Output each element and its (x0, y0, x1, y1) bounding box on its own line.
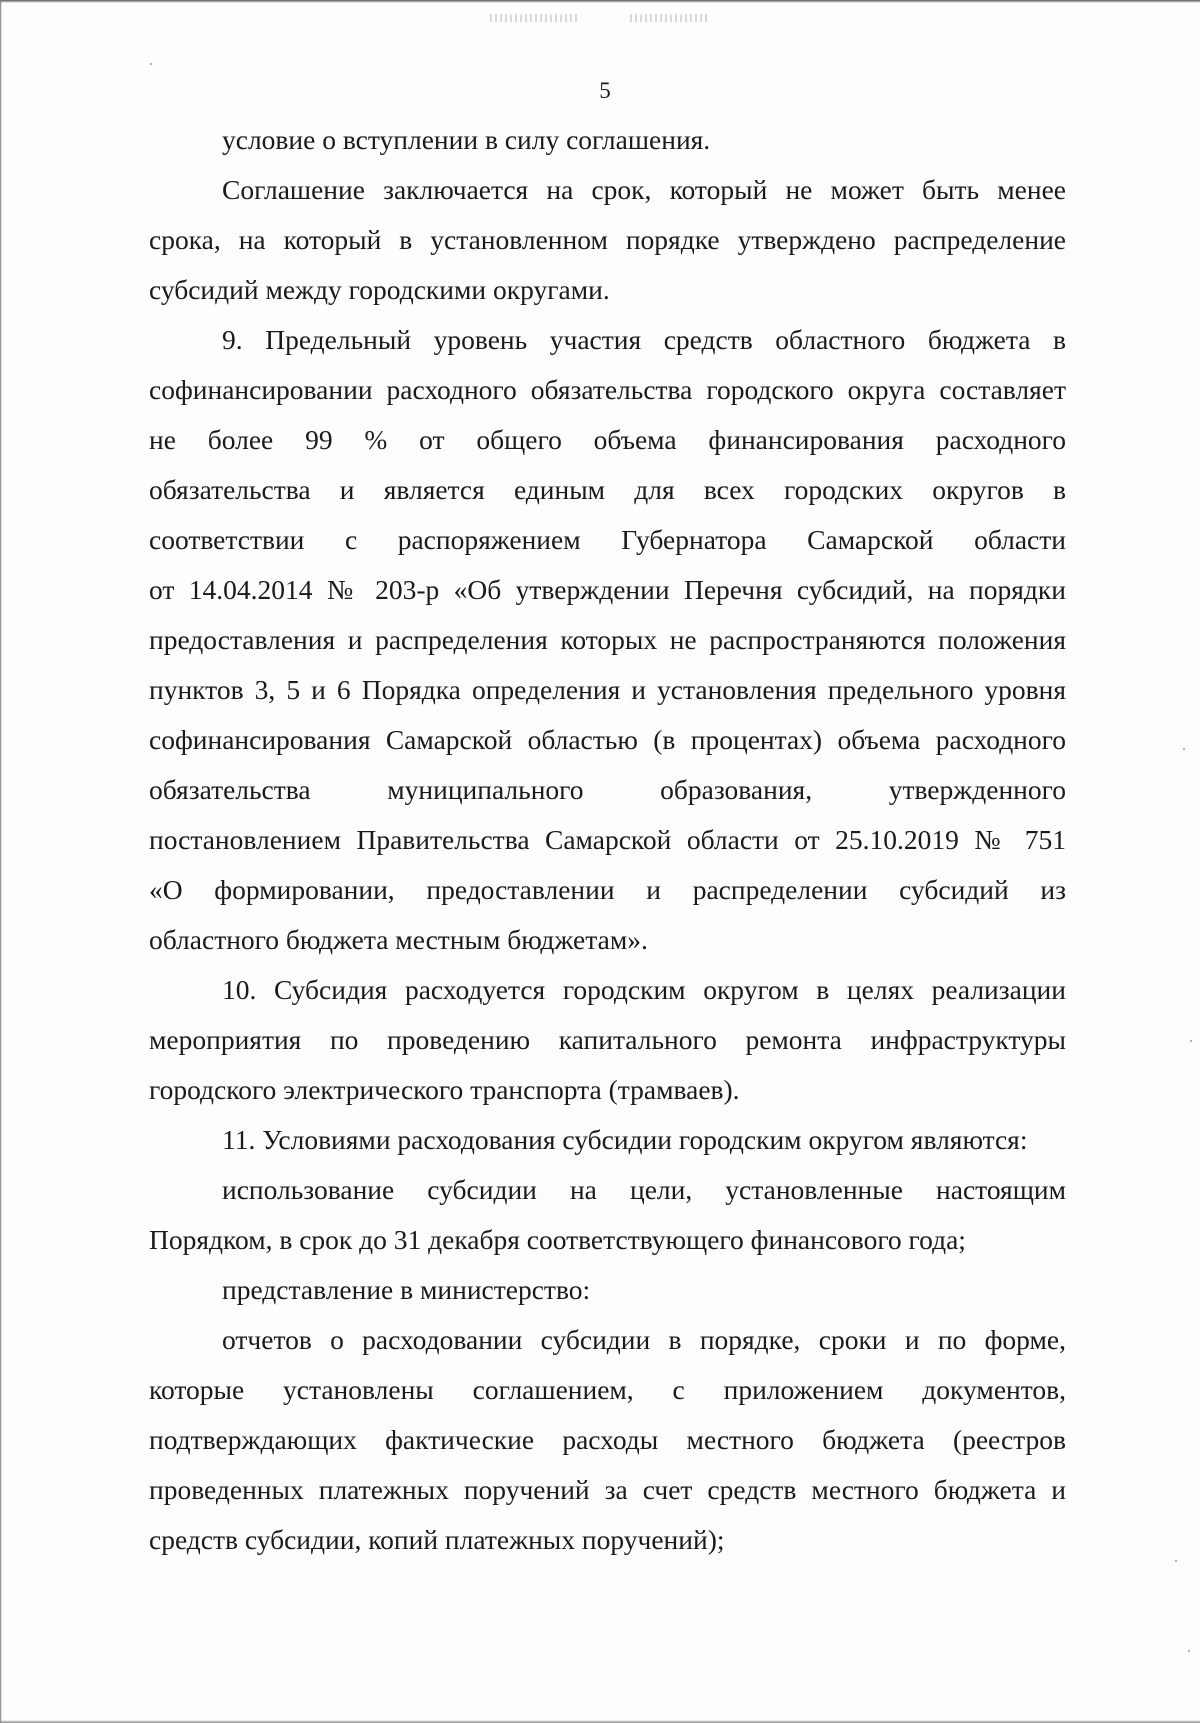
text-line: софинансирования Самарской областью (в процентах) объема расходного (149, 724, 1066, 755)
scan-speck (1190, 1040, 1192, 1042)
page-number: 5 (599, 78, 611, 103)
text-line: которые установлены соглашением, с приложением документов, (149, 1374, 1066, 1405)
text-line: областного бюджета местным бюджетам». (149, 924, 648, 955)
text-line: проведенных платежных поручений за счет средств местного бюджета и (149, 1474, 1066, 1505)
text-line: представление в министерство: (222, 1274, 591, 1305)
text-line: 9. Предельный уровень участия средств областного бюджета в (222, 324, 1066, 355)
text-line: пунктов 3, 5 и 6 Порядка определения и установления предельного уровня (149, 674, 1066, 705)
text-line: подтверждающих фактические расходы местного бюджета (реестров (149, 1424, 1066, 1455)
text-line: не более 99 % от общего объема финансирования расходного (149, 424, 1066, 455)
text-line: соответствии с распоряжением Губернатора Самарской области (149, 524, 1066, 555)
text-line: 11. Условиями расходования субсидии городским округом являются: (222, 1124, 1028, 1155)
text-line: 10. Субсидия расходуется городским округом в целях реализации (222, 974, 1066, 1005)
text-line: условие о вступлении в силу соглашения. (222, 124, 711, 155)
text-line: средств субсидии, копий платежных поручений); (149, 1524, 725, 1555)
scan-speck (150, 63, 152, 65)
scan-smudge (630, 14, 710, 22)
scan-speck (1175, 1560, 1177, 1562)
text-line: Порядком, в срок до 31 декабря соответствующего финансового года; (149, 1224, 966, 1255)
text-line: использование субсидии на цели, установленные настоящим (222, 1174, 1066, 1205)
text-line: отчетов о расходовании субсидии в порядке, сроки и по форме, (222, 1324, 1066, 1355)
text-line: предоставления и распределения которых не распространяются положения (149, 624, 1066, 655)
text-line: софинансировании расходного обязательства городского округа составляет (149, 374, 1066, 405)
text-line: «О формировании, предоставлении и распределении субсидий из (149, 874, 1066, 905)
scan-top-edge (0, 0, 1200, 3)
text-line: обязательства муниципального образования, утвержденного (149, 774, 1066, 805)
scan-speck (1183, 748, 1185, 750)
scan-smudge (490, 14, 580, 22)
text-line: Соглашение заключается на срок, который не может быть менее (222, 174, 1066, 205)
text-line: от 14.04.2014 № 203-р «Об утверждении Перечня субсидий, на порядки (149, 574, 1066, 605)
text-line: обязательства и является единым для всех городских округов в (149, 474, 1066, 505)
scan-left-edge (0, 0, 2, 1723)
scan-speck (1188, 1650, 1190, 1652)
text-line: мероприятия по проведению капитального ремонта инфраструктуры (149, 1024, 1066, 1055)
text-line: срока, на который в установленном порядке утверждено распределение (149, 224, 1066, 255)
text-line: постановлением Правительства Самарской области от 25.10.2019 № 751 (149, 824, 1066, 855)
text-line: субсидий между городскими округами. (149, 274, 610, 305)
text-line: городского электрического транспорта (трамваев). (149, 1074, 740, 1105)
